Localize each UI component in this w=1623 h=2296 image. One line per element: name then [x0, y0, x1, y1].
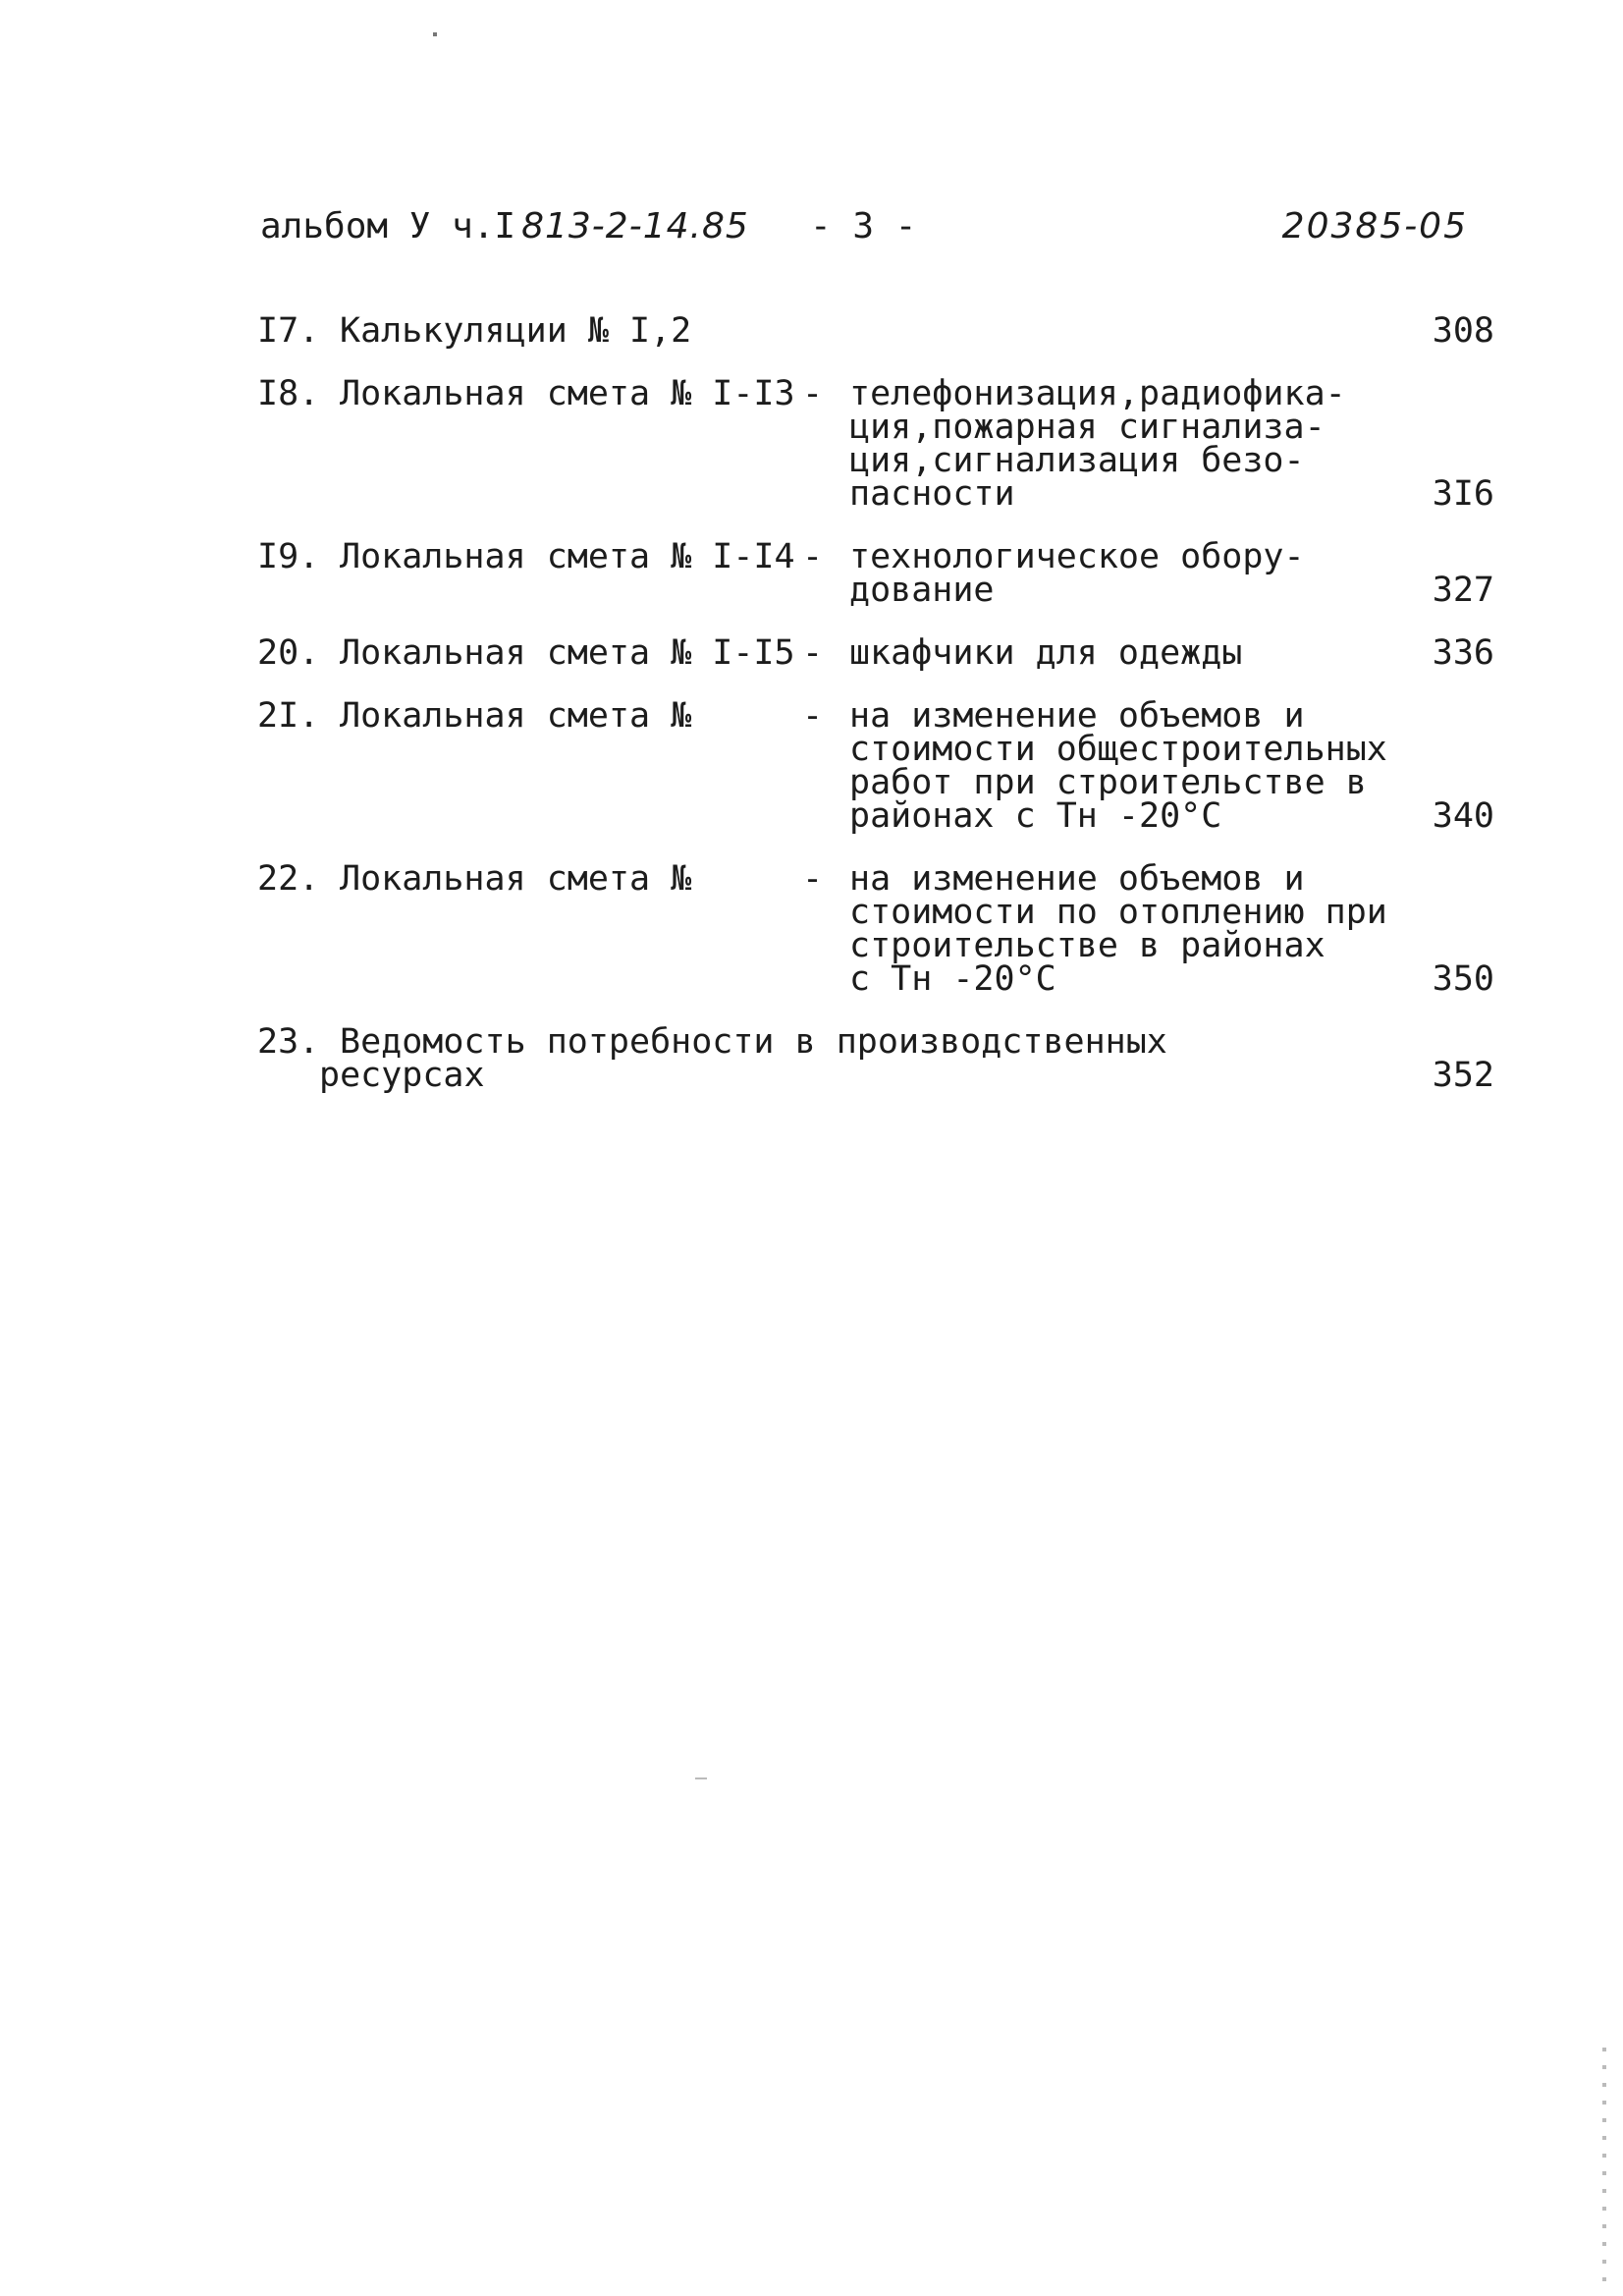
entry-dash: -: [802, 374, 824, 413]
toc-entry: [257, 374, 1494, 514]
entry-description-line: телефонизация,радиофика-: [849, 374, 1346, 413]
toc-entry-line: [257, 537, 1494, 576]
entry-page-number: 308: [1432, 311, 1494, 351]
scan-speck: [433, 32, 437, 36]
entry-dash: -: [802, 859, 824, 899]
toc-entry-line: [257, 926, 1494, 965]
toc-entry: [257, 311, 1494, 351]
table-of-contents: [257, 311, 1494, 1121]
toc-entry: [257, 859, 1494, 999]
toc-entry-line: [257, 408, 1494, 447]
entry-page-number: 350: [1432, 959, 1494, 999]
entry-dash: -: [802, 537, 824, 576]
entry-description-line: ция,пожарная сигнализа-: [849, 408, 1325, 447]
entry-label: Локальная смета №: [340, 696, 692, 736]
entry-description-line: на изменение объемов и: [849, 696, 1305, 736]
toc-entry: [257, 1022, 1494, 1095]
entry-label: Локальная смета №: [340, 859, 692, 899]
toc-entry-line: [257, 696, 1494, 736]
entry-description-line: ция,сигнализация безо-: [849, 441, 1305, 480]
scan-speck: [695, 1777, 707, 1779]
album-reference: [260, 199, 749, 254]
entry-number: I7.: [257, 311, 320, 351]
entry-dash: -: [802, 696, 824, 736]
album-label: альбом У ч.I: [260, 206, 516, 246]
entry-label: Калькуляции № I,2: [340, 311, 692, 351]
entry-number: 23.: [257, 1022, 320, 1062]
entry-number: 22.: [257, 859, 320, 899]
album-handwritten-number: 813-2-14.85: [521, 206, 749, 246]
entry-description-line: стоимости общестроительных: [849, 730, 1387, 769]
entry-number: 20.: [257, 633, 320, 673]
document-code: 20385-05: [1281, 206, 1468, 246]
scan-edge-marks: [1602, 2048, 1606, 2283]
entry-number: I8.: [257, 374, 320, 413]
toc-entry-line: [257, 571, 1494, 610]
toc-entry-line: [257, 959, 1494, 999]
toc-entry-line: [257, 633, 1494, 673]
toc-entry-line: [257, 311, 1494, 351]
toc-entry-line: [257, 763, 1494, 802]
entry-label: Локальная смета № I-I3: [340, 374, 795, 413]
entry-page-number: 352: [1432, 1056, 1494, 1095]
page-number: - 3 -: [810, 206, 917, 246]
entry-description-line: технологическое обору-: [849, 537, 1305, 576]
entry-number: I9.: [257, 537, 320, 576]
entry-label-continuation: ресурсах: [319, 1056, 485, 1095]
entry-page-number: 336: [1432, 633, 1494, 673]
toc-entry-line: [257, 730, 1494, 769]
entry-dash: -: [802, 633, 824, 673]
toc-entry-line: [257, 859, 1494, 899]
toc-entry-line: [257, 893, 1494, 932]
entry-description-line: с Тн -20°С: [849, 959, 1056, 999]
entry-description-line: строительстве в районах: [849, 926, 1325, 965]
entry-description-line: работ при строительстве в: [849, 763, 1367, 802]
entry-description-line: шкафчики для одежды: [849, 633, 1243, 673]
entry-description-line: дование: [849, 571, 995, 610]
entry-page-number: 340: [1432, 796, 1494, 836]
entry-label: Локальная смета № I-I5: [340, 633, 795, 673]
entry-number: 2I.: [257, 696, 320, 736]
entry-description-line: пасности: [849, 474, 1015, 514]
entry-page-number: 3I6: [1432, 474, 1494, 514]
toc-entry: [257, 633, 1494, 673]
entry-label: Локальная смета № I-I4: [340, 537, 795, 576]
toc-entry-line: [257, 374, 1494, 413]
toc-entry-line: [257, 441, 1494, 480]
entry-description-line: на изменение объемов и: [849, 859, 1305, 899]
page-header: [260, 199, 1468, 254]
toc-entry-line: [257, 474, 1494, 514]
entry-page-number: 327: [1432, 571, 1494, 610]
toc-entry: [257, 696, 1494, 836]
entry-description-line: районах с Тн -20°С: [849, 796, 1222, 836]
toc-entry-line: [257, 796, 1494, 836]
toc-entry: [257, 537, 1494, 610]
entry-label: Ведомость потребности в производственных: [340, 1022, 1167, 1062]
entry-description-line: стоимости по отоплению при: [849, 893, 1387, 932]
toc-entry-line: [257, 1022, 1494, 1062]
toc-entry-line: [257, 1056, 1494, 1095]
